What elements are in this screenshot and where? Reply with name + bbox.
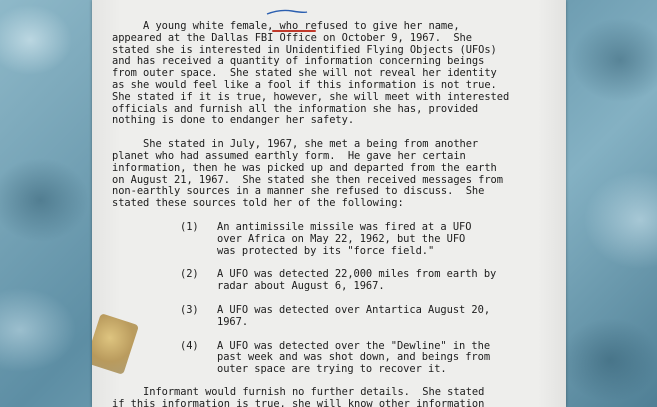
text-line: over Africa on May 22, 1962, but the UFO [217, 232, 466, 245]
text-line: non-earthly sources in a manner she refused to discuss. She [112, 185, 485, 198]
text-line: information, then he was picked up and departed from the earth [112, 161, 497, 174]
paragraph-1 [112, 21, 562, 127]
item-number: (1) [180, 220, 199, 233]
text-line: An antimissile missile was fired at a UFO [217, 220, 472, 233]
paragraph-3 [112, 387, 562, 407]
list-item [180, 269, 562, 293]
text-line: planet who had assumed earthly form. He gave her certain [112, 149, 466, 162]
pen-mark-annotation [266, 9, 308, 15]
text-line: Informant would furnish no further details. She stated [112, 385, 485, 398]
text-line: outer space are trying to recover it. [217, 363, 447, 376]
paragraph-2 [112, 139, 562, 210]
text-line: stated she is interested in Unidentified Flying Objects (UFOs) [112, 43, 497, 56]
text-line: on August 21, 1967. She stated she then received messages from [112, 173, 503, 186]
text-line: from outer space. She stated she will not reveal her identity [112, 67, 497, 80]
text-line: A UFO was detected 22,000 miles from earth by [217, 268, 497, 281]
document-page [92, 0, 566, 407]
text-line: and has received a quantity of information concerning beings [112, 55, 485, 68]
text-line: was protected by its "force field." [217, 244, 435, 257]
text-line: appeared at the Dallas FBI Office on October 9, 1967. She [112, 31, 472, 44]
text-line: officials and furnish all the information she has, provided [112, 102, 479, 115]
text-line: A UFO was detected over the "Dewline" in the [217, 339, 491, 352]
text-line: nothing is done to endanger her safety. [112, 114, 355, 127]
text-line: She stated in July, 1967, she met a being from another [112, 138, 479, 151]
list-item [180, 222, 562, 257]
item-number: (4) [180, 339, 199, 352]
text-line: if this information is true, she will know other information [112, 397, 485, 407]
item-number: (2) [180, 268, 199, 281]
item-number: (3) [180, 303, 199, 316]
text-line: stated these sources told her of the following: [112, 197, 404, 210]
text-line: 1967. [217, 315, 249, 328]
text-line: past week and was shot down, and beings from [217, 351, 491, 364]
list-item [180, 341, 562, 376]
document-text [112, 21, 562, 407]
text-line: A UFO was detected over Antartica August 20, [217, 303, 491, 316]
list-item [180, 305, 562, 329]
text-line: She stated if it is true, however, she will meet with interested [112, 90, 510, 103]
text-line: as she would feel like a fool if this information is not true. [112, 78, 497, 91]
text-line: A young white female, who refused to give her name, [112, 20, 460, 32]
text-line: radar about August 6, 1967. [217, 280, 385, 293]
